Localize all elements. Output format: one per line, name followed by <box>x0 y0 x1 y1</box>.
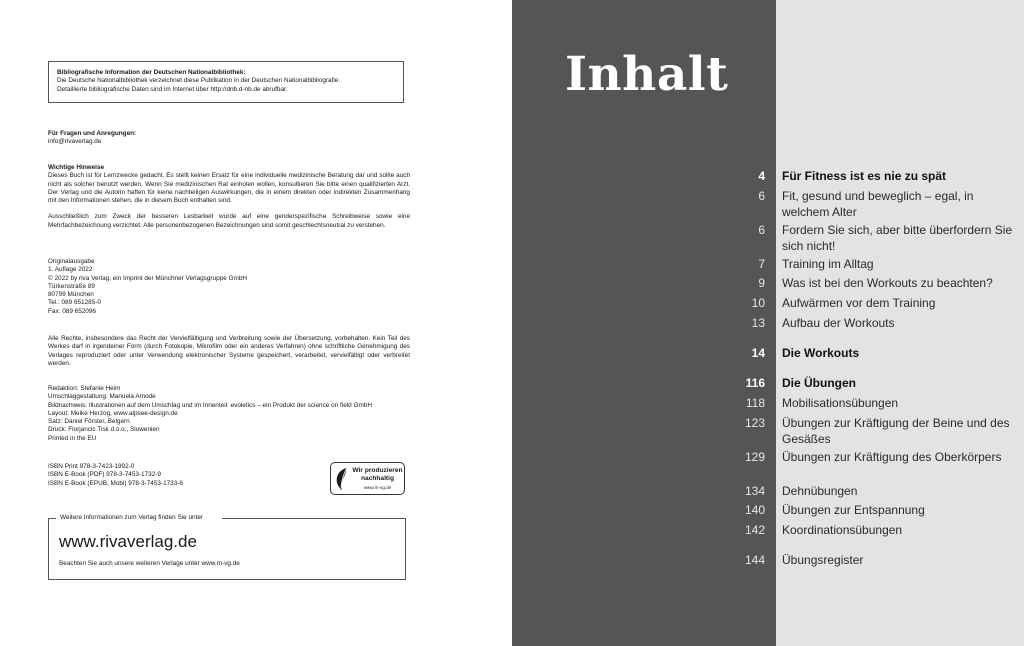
toc-page-number: 14 <box>751 346 765 360</box>
logo-url: www.m-vg.de <box>363 485 392 490</box>
toc-entry[interactable] <box>720 449 1020 483</box>
logo-line-1: Wir produzieren <box>352 467 403 474</box>
toc-title: Inhalt <box>565 47 729 102</box>
toc-page-number: 7 <box>758 257 765 271</box>
contact-email[interactable]: info@rivaverlag.de <box>48 138 102 146</box>
credits-line-2: Umschlaggestaltung: Manuela Amode <box>48 393 156 401</box>
toc-page-number: 4 <box>758 169 765 183</box>
edition-line-1: Originalausgabe <box>48 258 95 265</box>
credits-line-3: Bildnachweis: Illustrationen auf dem Umschlag und im Innenteil: evoletics – ein Produkt der science on field GmbH <box>48 401 372 409</box>
toc-entry[interactable] <box>720 222 1020 256</box>
toc-page-number: 118 <box>745 396 765 410</box>
credits-line-7: Printed in the EU <box>48 434 97 442</box>
biblio-box <box>48 61 404 103</box>
credits-line-4: Layout: Meike Herzog, www.alpsee-design.de <box>48 409 178 417</box>
publisher-url[interactable]: www.rivaverlag.de <box>59 532 197 551</box>
toc-page-number: 10 <box>751 296 765 310</box>
toc-entry[interactable] <box>720 522 1020 556</box>
toc-page-number: 9 <box>758 276 765 290</box>
toc-entry[interactable] <box>720 188 1020 222</box>
notes-paragraph-2: Ausschließlich zum Zweck der besseren Lesbarkeit wurde auf eine genderspezifische Schreibweise sowie eine Mehrfachbezeichnung verzichtet. Alle personenbezogenen Bezeichnungen sind somit geschlechtsneutral zu verstehen. <box>48 213 410 229</box>
toc-entry-title: Mobilisationsübungen <box>782 396 899 410</box>
toc-page-number: 144 <box>744 553 765 567</box>
edition-line-4: Türkenstraße 89 <box>48 282 95 290</box>
notes-heading: Wichtige Hinweise <box>48 164 105 171</box>
edition-block <box>48 258 410 316</box>
credits-block <box>48 385 410 443</box>
logo-text <box>351 467 404 483</box>
rights-text: Alle Rechte, insbesondere das Recht der Vervielfältigung und Verbreitung sowie der Übersetzung, vorbehalten. Kein Teil des Werkes darf in irgendeiner Form (durch Fotokopie, Mikrofilm oder ein anderes Verfahren) ohne schriftliche Genehmigung des Verlages reproduziert oder unter Verwendung elektronischer Systeme gespeichert, verarbeitet, vervielfältigt oder verbreitet werden. <box>48 335 410 367</box>
toc-entry-title: Dehnübungen <box>782 484 858 498</box>
edition-line-5: 80799 München <box>48 291 94 299</box>
toc-page-number: 13 <box>751 316 765 330</box>
logo-line-2: nachhaltig <box>361 475 394 482</box>
leaf-icon <box>335 467 348 491</box>
biblio-heading: Bibliografische Information der Deutschen Nationalbibliothek: <box>57 69 246 76</box>
publisher-box-border <box>48 518 56 519</box>
toc-page-number: 6 <box>758 189 765 203</box>
edition-line-6: Tel.: 089 651285-0 <box>48 299 101 307</box>
credits-line-5: Satz: Daniel Förster, Belgern <box>48 418 130 426</box>
toc-entry-title: Was ist bei den Workouts zu beachten? <box>782 276 993 290</box>
publisher-box <box>48 514 406 580</box>
toc-page-number: 142 <box>744 523 765 537</box>
toc-entry-title: Für Fitness ist es nie zu spät <box>782 169 947 183</box>
toc-page-number: 134 <box>744 484 765 498</box>
toc-entry-title: Übungen zur Kräftigung des Oberkörpers <box>782 450 1002 464</box>
toc-entry-title: Fit, gesund und beweglich – egal, in welchem Alter <box>782 189 974 219</box>
toc-entry[interactable] <box>720 415 1020 449</box>
toc-entry-title: Training im Alltag <box>782 257 874 271</box>
toc-entry-title: Die Übungen <box>782 376 856 390</box>
publisher-box-border <box>222 518 406 519</box>
credits-line-1: Redaktion: Stefanie Heim <box>48 385 121 392</box>
contact-heading: Für Fragen und Anregungen: <box>48 130 137 137</box>
toc-entry-title: Fordern Sie sich, aber bitte überfordern Sie sich nicht! <box>782 223 1013 253</box>
toc-entry-title: Aufbau der Workouts <box>782 316 895 330</box>
edition-line-3: © 2022 by riva Verlag, ein Imprint der Münchner Verlagsgruppe GmbH <box>48 274 248 282</box>
toc-entry[interactable] <box>720 552 1020 586</box>
notes-paragraph-1: Dieses Buch ist für Lernzwecke gedacht. Es stellt keinen Ersatz für eine individuelle medizinische Beratung dar und sollte auch nicht als solcher benutzt werden. Wenn Sie medizinischen Rat einholen wollen, konsultieren Sie bitte einen qualifizierten Arzt. Der Verlag und die Autorin haften für keine nachteiligen Auswirkungen, die in einem direkten oder indirekten Zusammenhang mit den Informationen stehen, die in diesem Buch enthalten sind. <box>48 172 410 205</box>
toc-entry-title: Übungsregister <box>782 553 864 567</box>
toc-page-number: 116 <box>745 376 765 390</box>
biblio-line-2: Detaillierte bibliografische Daten sind im Internet über http://dnb.d-nb.de abrufbar. <box>57 85 288 93</box>
contact-block <box>48 130 410 147</box>
isbn-block <box>48 463 308 488</box>
edition-line-7: Fax: 089 652096 <box>48 307 96 315</box>
toc-page-number: 6 <box>758 223 765 237</box>
notes-block <box>48 164 410 230</box>
sustainability-logo <box>330 462 405 495</box>
publisher-box-footer: Beachten Sie auch unsere weiteren Verlage unter www.m-vg.de <box>59 560 240 567</box>
biblio-line-1: Die Deutsche Nationalbibliothek verzeichnet diese Publikation in der Deutschen Nationalbibliografie. <box>57 77 341 85</box>
toc-entry-title: Übungen zur Kräftigung der Beine und des Gesäßes <box>782 416 1010 446</box>
isbn-pdf: ISBN E-Book (PDF) 978-3-7453-1732-9 <box>48 471 161 479</box>
isbn-epub: ISBN E-Book (EPUB, Mobi) 978-3-7453-1733-6 <box>48 479 183 487</box>
toc-page-number: 129 <box>744 450 765 464</box>
toc-entry[interactable] <box>720 345 1020 379</box>
edition-line-2: 1. Auflage 2022 <box>48 266 93 274</box>
toc-page-number: 140 <box>744 503 765 517</box>
publisher-box-heading: Weitere Informationen zum Verlag finden Sie unter <box>60 514 204 521</box>
isbn-print: ISBN Print 978-3-7423-1992-0 <box>48 463 135 470</box>
toc-entry-title: Übungen zur Entspannung <box>782 503 925 517</box>
toc-entry-title: Die Workouts <box>782 346 860 360</box>
toc-entry-title: Aufwärmen vor dem Training <box>782 296 936 310</box>
toc-entry-title: Koordinationsübungen <box>782 523 903 537</box>
rights-block <box>48 335 410 368</box>
toc-entry[interactable] <box>720 315 1020 349</box>
toc-page-number: 123 <box>744 416 765 430</box>
credits-line-6: Druck: Florjancic Tisk d.o.o., Slowenien <box>48 426 160 434</box>
